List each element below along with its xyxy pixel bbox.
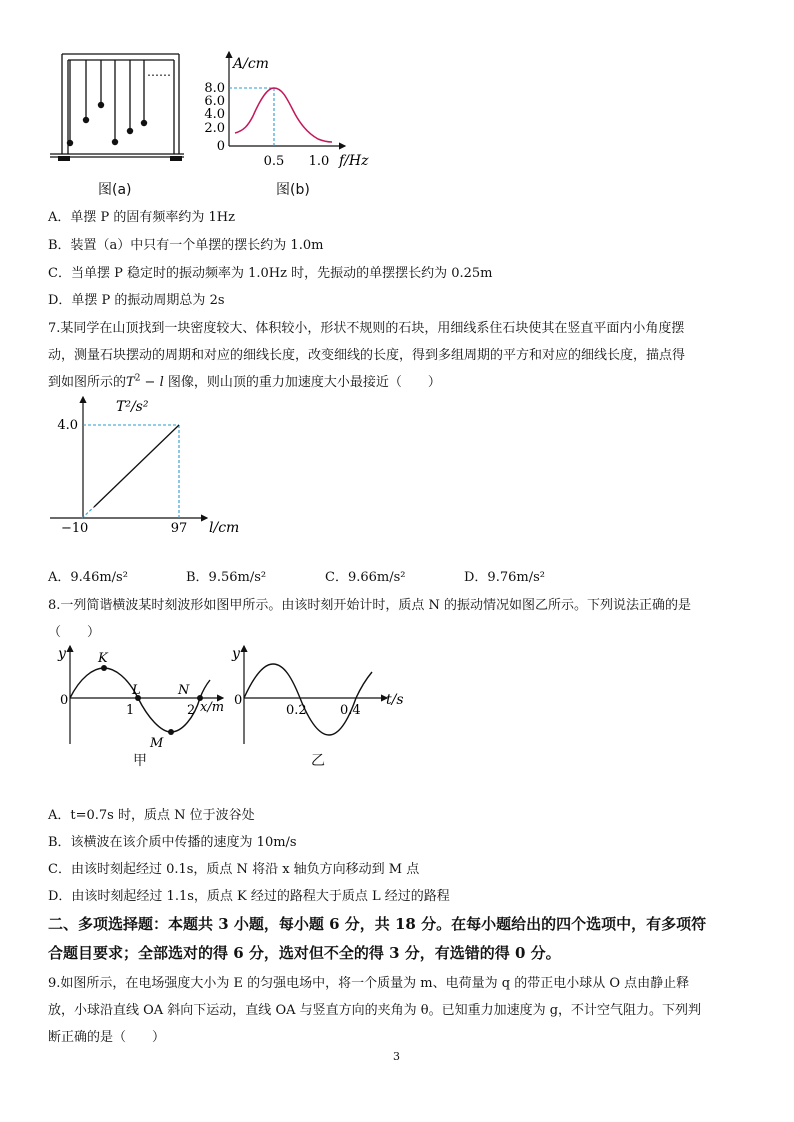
figure-a-pendulums bbox=[44, 50, 190, 165]
yi-x-label: t/s bbox=[386, 692, 404, 708]
q7-option-a: A．9.46m/s² bbox=[48, 570, 128, 585]
caption-jia: 甲 bbox=[133, 753, 147, 769]
q7-t2-l-graph bbox=[44, 393, 244, 538]
q6-option-b: B．装置（a）中只有一个单摆的摆长约为 1.0m bbox=[48, 238, 324, 253]
q9-stem-line1: 9.如图所示，在电场强度大小为 E 的匀强电场中，将一个质量为 m、电荷量为 q 的带正电小球从 O 点由静止释 bbox=[48, 976, 690, 991]
q8-stem-line1: 8.一列简谐横波某时刻波形如图甲所示。由该时刻开始计时，质点 N 的振动情况如图乙所示。下列说法正确的是 bbox=[48, 598, 692, 613]
q7-x-axis-label: l/cm bbox=[209, 520, 240, 536]
yi-origin: 0 bbox=[234, 693, 243, 708]
b-ytick-0: 0 bbox=[216, 139, 225, 154]
q7-stem-line2: 动，测量石块摆动的周期和对应的细线长度，改变细线的长度，得到多组周期的平方和对应的细线长度，描点得 bbox=[48, 348, 686, 363]
label-m: M bbox=[150, 736, 164, 751]
q7-y-axis-label: T²/s² bbox=[116, 399, 149, 415]
q7-option-d: D．9.76m/s² bbox=[464, 570, 545, 585]
q7-xtick-97: 97 bbox=[170, 521, 188, 536]
q9-stem-line2: 放，小球沿直线 OA 斜向下运动，直线 OA 与竖直方向的夹角为 θ。已知重力加速度为 g，不计空气阻力。下列判 bbox=[48, 1003, 702, 1018]
b-ytick-4: 4.0 bbox=[204, 107, 225, 122]
section-2-heading-line2: 合题目要求；全部选对的得 6 分，选对但不全的得 3 分，有选错的得 0 分。 bbox=[48, 944, 561, 962]
q9-stem-line3: 断正确的是（ ） bbox=[48, 1030, 166, 1045]
b-y-axis-label: A/cm bbox=[233, 56, 269, 72]
point-m bbox=[168, 729, 174, 735]
caption-figure-b: 图(b) bbox=[276, 182, 310, 198]
yi-y-label: y bbox=[232, 646, 240, 662]
jia-xtick-1: 1 bbox=[126, 703, 135, 718]
q8-option-a: A．t=0.7s 时，质点 N 位于波谷处 bbox=[48, 808, 255, 823]
apparatus-dots: …… bbox=[147, 65, 171, 79]
jia-x-label: x/m bbox=[200, 700, 225, 715]
q8-stem-line2: （ ） bbox=[48, 625, 101, 640]
caption-figure-a: 图(a) bbox=[98, 182, 132, 198]
q7-option-c: C．9.66m/s² bbox=[325, 570, 406, 585]
jia-y-label: y bbox=[58, 646, 66, 662]
yi-xtick-0-2: 0.2 bbox=[286, 703, 307, 718]
b-xtick-1-0: 1.0 bbox=[308, 154, 330, 169]
label-n: N bbox=[178, 683, 190, 698]
b-ytick-2: 2.0 bbox=[204, 121, 225, 136]
b-ytick-6: 6.0 bbox=[204, 94, 225, 109]
q8-option-c: C．由该时刻起经过 0.1s，质点 N 将沿 x 轴负方向移动到 M 点 bbox=[48, 862, 420, 877]
q6-option-d: D．单摆 P 的振动周期总为 2s bbox=[48, 293, 225, 308]
caption-yi: 乙 bbox=[311, 753, 325, 769]
q7-xtick-minus1: −1 bbox=[61, 521, 81, 536]
q6-option-a: A．单摆 P 的固有频率约为 1Hz bbox=[48, 210, 235, 225]
b-x-axis-label: f/Hz bbox=[339, 153, 369, 169]
q7-ytick-4: 4.0 bbox=[57, 418, 78, 433]
q7-option-b: B．9.56m/s² bbox=[186, 570, 267, 585]
q6-option-c: C．当单摆 P 稳定时的振动频率为 1.0Hz 时，先振动的单摆摆长约为 0.25m bbox=[48, 266, 493, 281]
page-number: 3 bbox=[393, 1050, 400, 1063]
b-xtick-0-5: 0.5 bbox=[263, 154, 285, 169]
yi-xtick-0-4: 0.4 bbox=[340, 703, 361, 718]
b-ytick-8: 8.0 bbox=[204, 81, 225, 96]
label-l: L bbox=[132, 683, 141, 698]
label-k: K bbox=[98, 651, 108, 666]
jia-origin: 0 bbox=[60, 693, 69, 708]
q7-stem-line3: 到如图所示的$T^2 - l$ 图像，则山顶的重力加速度大小最接近（ ） bbox=[48, 373, 441, 390]
q7-xtick-0: 0 bbox=[80, 521, 89, 536]
jia-xtick-2: 2 bbox=[187, 703, 196, 718]
q8-option-b: B．该横波在该介质中传播的速度为 10m/s bbox=[48, 835, 297, 850]
figure-b-resonance-curve bbox=[195, 48, 385, 173]
q8-option-d: D．由该时刻起经过 1.1s，质点 K 经过的路程大于质点 L 经过的路程 bbox=[48, 889, 450, 904]
section-2-heading-line1: 二、多项选择题：本题共 3 小题，每小题 6 分，共 18 分。在每小题给出的四个选项中，有多项符 bbox=[48, 915, 707, 933]
q7-stem-line1: 7.某同学在山顶找到一块密度较大、体积较小，形状不规则的石块，用细线系住石块使其在竖直平面内小角度摆 bbox=[48, 321, 685, 336]
